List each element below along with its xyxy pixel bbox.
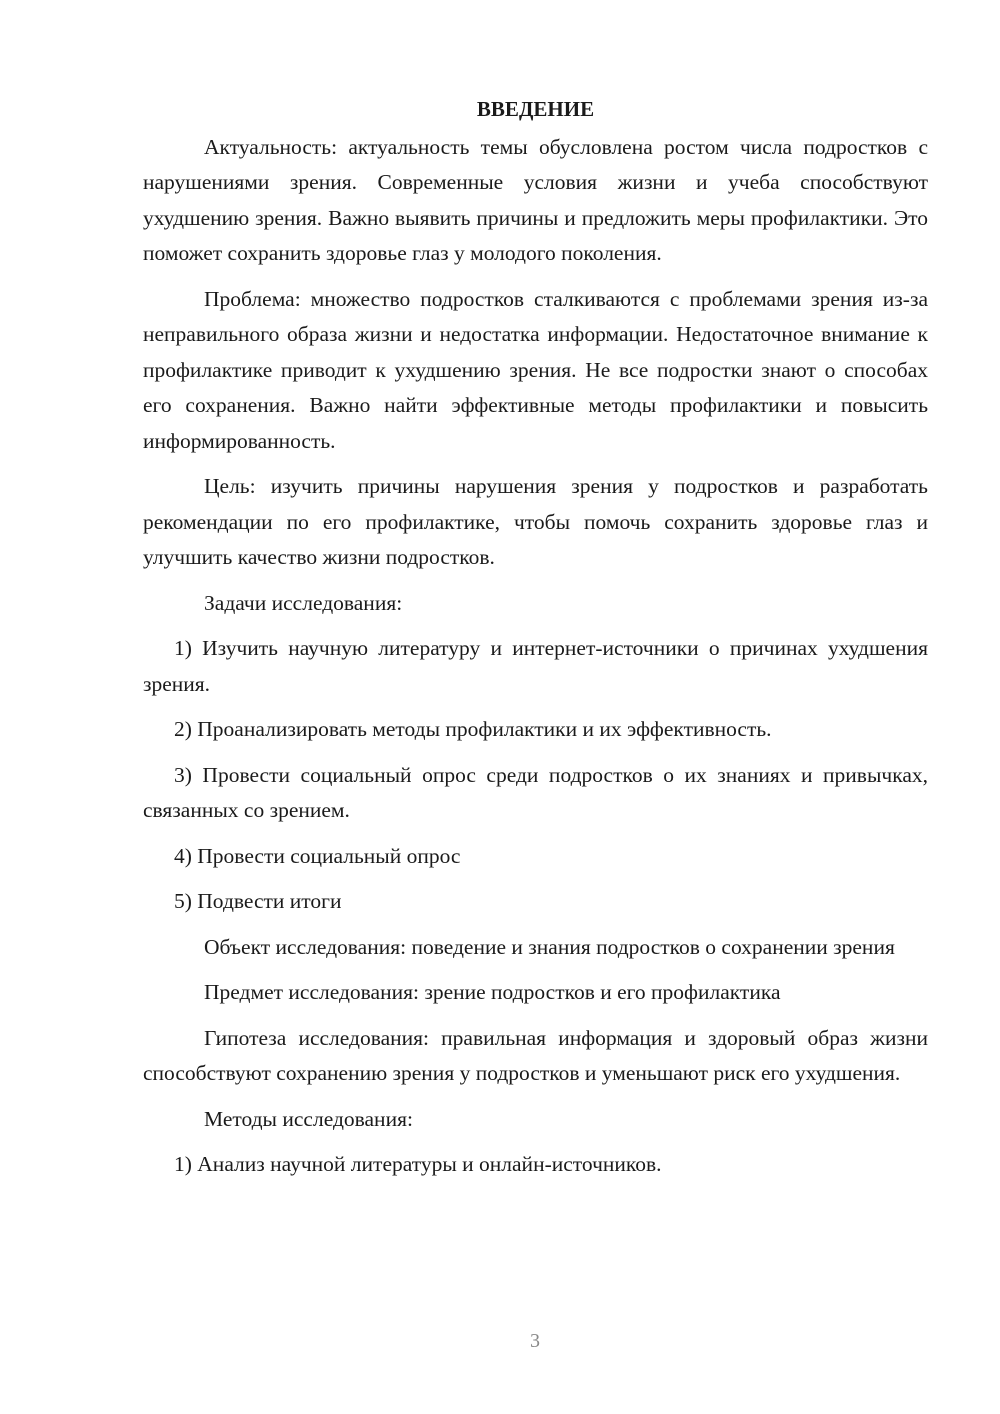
subject-paragraph: Предмет исследования: зрение подростков и его профилактика [204,980,781,1004]
section-heading: ВВЕДЕНИЕ [476,97,595,121]
method-item-1: 1) Анализ научной литературы и онлайн-источников. [174,1152,662,1176]
relevance-paragraph: Актуальность: актуальность темы обусловлена ростом числа подростков с нарушениями зрения. Современные условия жизни и учеба способствуют ухудшению зрения. Важно выявить причины и предложить меры профилактики. Это поможет сохранить здоровье глаз у молодого поколения. [143,134,928,265]
goal-paragraph: Цель: изучить причины нарушения зрения у подростков и разработать рекомендации по его профилактике, чтобы помочь сохранить здоровье глаз и улучшить качество жизни подростков. [143,474,928,569]
task-item-5: 5) Подвести итоги [174,889,342,913]
page-number: 3 [530,1330,540,1352]
methods-title: Методы исследования: [204,1106,413,1131]
task-item-2: 2) Проанализировать методы профилактики и их эффективность. [174,717,772,741]
task-item-1: 1) Изучить научную литературу и интернет-источники о причинах ухудшения зрения. [143,636,928,696]
object-paragraph: Объект исследования: поведение и знания подростков о сохранении зрения [204,934,895,959]
hypothesis-paragraph: Гипотеза исследования: правильная информация и здоровый образ жизни способствуют сохранению зрения у подростков и уменьшают риск его ухудшения. [143,1025,928,1085]
task-item-3: 3) Провести социальный опрос среди подростков о их знаниях и привычках, связанных со зрением. [143,762,928,822]
task-item-4: 4) Провести социальный опрос [174,843,461,868]
problem-paragraph: Проблема: множество подростков сталкиваются с проблемами зрения из-за неправильного образа жизни и недостатка информации. Недостаточное внимание к профилактике приводит к ухудшению зрения. Не все подростки знают о способах его сохранения. Важно найти эффективные методы профилактики и повысить информированность. [143,286,928,453]
document-page [143,92,928,1193]
tasks-title: Задачи исследования: [204,590,403,615]
